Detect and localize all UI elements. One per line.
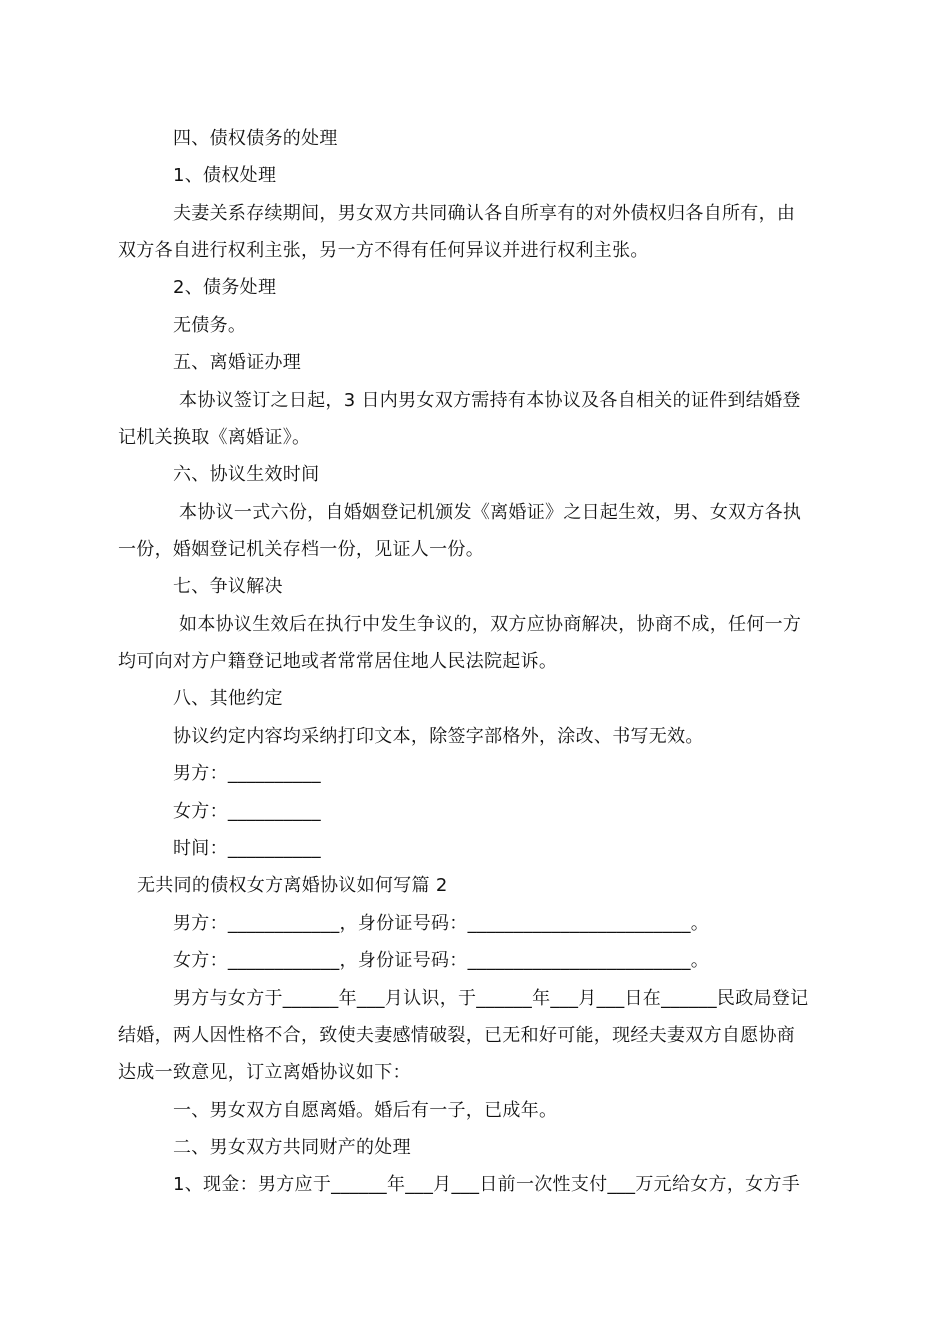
paragraph-line: 协议约定内容均采纳打印文本，除签字部格外，涂改、书写无效。: [173, 726, 704, 747]
paragraph-line: 本协议签订之日起，3 日内男女双方需持有本协议及各自相关的证件到结婚登: [173, 390, 801, 411]
section-heading-8: 八、其他约定: [173, 688, 283, 709]
article-title: 无共同的债权女方离婚协议如何写篇 2: [137, 875, 448, 896]
signature-date: 时间：__________: [173, 838, 321, 859]
section-heading-6: 六、协议生效时间: [173, 464, 320, 485]
paragraph-line: 无债务。: [173, 315, 247, 336]
section-heading-4: 四、债权债务的处理: [173, 128, 338, 149]
paragraph-line: 结婚，两人因性格不合，致使夫妻感情破裂，已无和好可能，现经夫妻双方自愿协商: [118, 1025, 796, 1046]
paragraph-line: 一份，婚姻登记机关存档一份，见证人一份。: [118, 539, 484, 560]
paragraph-line: 男方与女方于______年___月认识，于______年___月___日在______民政局登记: [173, 988, 809, 1009]
paragraph-line: 记机关换取《离婚证》。: [118, 427, 311, 448]
paragraph-line: 达成一致意见，订立离婚协议如下：: [118, 1062, 411, 1083]
paragraph-line: 均可向对方户籍登记地或者常常居住地人民法院起诉。: [118, 651, 558, 672]
paragraph-line: 本协议一式六份，自婚姻登记机颁发《离婚证》之日起生效，男、女双方各执: [173, 502, 802, 523]
paragraph-line: 如本协议生效后在执行中发生争议的，双方应协商解决，协商不成，任何一方: [173, 614, 802, 635]
paragraph-line: 双方各自进行权利主张，另一方不得有任何异议并进行权利主张。: [118, 240, 649, 261]
subheading-debts: 2、债务处理: [173, 277, 277, 298]
signature-woman: 女方：__________: [173, 801, 321, 822]
clause-1: 一、男女双方自愿离婚。婚后有一子，已成年。: [173, 1100, 558, 1121]
paragraph-line: 1、现金：男方应于______年___月___日前一次性支付___万元给女方，女方手: [173, 1174, 801, 1195]
section-heading-5: 五、离婚证办理: [173, 352, 302, 373]
party-man: 男方：____________，身份证号码：________________________。: [173, 913, 710, 934]
clause-2: 二、男女双方共同财产的处理: [173, 1137, 411, 1158]
party-woman: 女方：____________，身份证号码：________________________。: [173, 950, 710, 971]
section-heading-7: 七、争议解决: [173, 576, 283, 597]
paragraph-line: 夫妻关系存续期间，男女双方共同确认各自所享有的对外债权归各自所有，由: [173, 203, 796, 224]
signature-man: 男方：__________: [173, 763, 321, 784]
subheading-claims: 1、债权处理: [173, 165, 277, 186]
